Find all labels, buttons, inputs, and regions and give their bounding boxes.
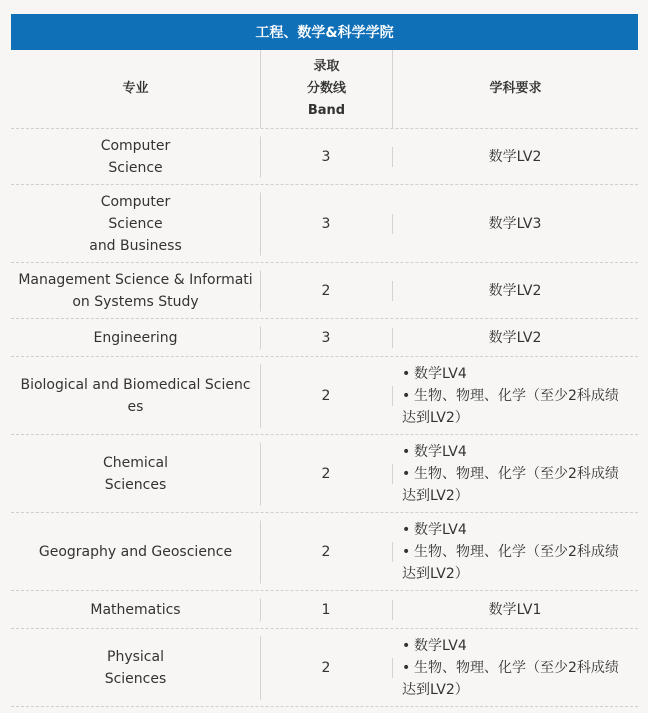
requirement-text: 数学LV4 (414, 443, 467, 460)
requirement-item (402, 363, 619, 385)
major-cell (11, 357, 260, 434)
header-band-line1: 录取 (313, 59, 340, 74)
requirement-text: 生物、物理、化学（至少2科成绩 达到LV2） (402, 659, 619, 698)
major-name: Computer Science (100, 137, 171, 176)
band-cell (260, 435, 392, 512)
major-cell (11, 629, 260, 706)
band-value: 2 (321, 543, 331, 560)
requirement-text: 数学LV4 (414, 365, 467, 382)
requirement-cell (392, 591, 638, 628)
major-name: Computer Science and Business (89, 193, 182, 254)
column-divider (260, 598, 261, 621)
table-title: 工程、数学&科学学院 (11, 14, 638, 50)
column-divider (392, 214, 393, 234)
requirement-list (402, 519, 619, 585)
major-name: Biological and Biomedical Scienc es (20, 376, 251, 415)
band-cell (260, 129, 392, 184)
requirement-item (402, 463, 619, 507)
requirement-cell (392, 435, 638, 512)
major-cell (11, 263, 260, 318)
bullet-icon: • (402, 637, 411, 654)
requirement-text: 数学LV2 (488, 148, 542, 165)
table-row (11, 129, 638, 185)
requirement-text: 数学LV3 (488, 215, 542, 232)
table-row (11, 629, 638, 707)
column-divider (392, 328, 393, 348)
bullet-icon: • (402, 521, 411, 538)
requirement-text: 数学LV2 (488, 329, 542, 346)
major-cell (11, 513, 260, 590)
requirement-list (402, 363, 619, 429)
requirement-item (402, 635, 619, 657)
column-divider (260, 326, 261, 349)
requirement-cell (392, 129, 638, 184)
major-cell (11, 591, 260, 628)
band-value: 2 (321, 282, 331, 299)
header-band (260, 50, 392, 128)
column-divider (260, 364, 261, 427)
column-divider (260, 520, 261, 583)
table-row (11, 591, 638, 629)
major-name: Physical Sciences (104, 648, 167, 687)
band-cell (260, 185, 392, 262)
table-header-row (11, 50, 638, 129)
major-cell (11, 185, 260, 262)
band-cell (260, 513, 392, 590)
requirement-text: 生物、物理、化学（至少2科成绩 达到LV2） (402, 543, 619, 582)
bullet-icon: • (402, 387, 411, 404)
column-divider (260, 136, 261, 177)
table-row (11, 319, 638, 357)
major-name: Management Science & Informati on Systems Study (18, 271, 253, 310)
major-cell (11, 435, 260, 512)
requirement-list (402, 635, 619, 701)
requirement-item (402, 657, 619, 701)
column-divider (392, 600, 393, 620)
header-requirement (392, 50, 638, 128)
requirement-item (402, 441, 619, 463)
table-body (11, 129, 638, 707)
requirement-text: 数学LV1 (488, 601, 542, 618)
bullet-icon: • (402, 365, 411, 382)
major-cell (11, 129, 260, 184)
requirement-cell (392, 629, 638, 706)
band-value: 3 (321, 148, 331, 165)
table-row (11, 357, 638, 435)
major-name: Chemical Sciences (103, 454, 168, 493)
band-cell (260, 629, 392, 706)
requirement-cell (392, 357, 638, 434)
bullet-icon: • (402, 543, 411, 560)
band-value: 3 (321, 215, 331, 232)
requirement-text: 生物、物理、化学（至少2科成绩 达到LV2） (402, 465, 619, 504)
requirement-cell (392, 319, 638, 356)
column-divider (260, 192, 261, 255)
column-divider (392, 147, 393, 167)
band-value: 2 (321, 387, 331, 404)
requirement-text: 数学LV2 (488, 282, 542, 299)
header-requirement-label: 学科要求 (489, 81, 542, 96)
requirement-item (402, 541, 619, 585)
requirement-item (402, 519, 619, 541)
table-row (11, 435, 638, 513)
requirement-cell (392, 513, 638, 590)
band-cell (260, 357, 392, 434)
band-cell (260, 319, 392, 356)
header-major-label: 专业 (122, 81, 149, 96)
band-value: 1 (321, 601, 331, 618)
major-name: Engineering (93, 329, 178, 346)
column-divider (260, 270, 261, 311)
column-divider (260, 636, 261, 699)
major-cell (11, 319, 260, 356)
column-divider (260, 442, 261, 505)
band-value: 2 (321, 465, 331, 482)
band-cell (260, 591, 392, 628)
band-value: 2 (321, 659, 331, 676)
column-divider (392, 281, 393, 301)
major-name: Geography and Geoscience (38, 543, 233, 560)
band-cell (260, 263, 392, 318)
table-row (11, 185, 638, 263)
requirement-cell (392, 263, 638, 318)
column-divider (392, 464, 393, 484)
column-divider (392, 542, 393, 562)
column-divider (392, 658, 393, 678)
bullet-icon: • (402, 659, 411, 676)
column-divider (392, 386, 393, 406)
header-major (11, 50, 260, 128)
major-name: Mathematics (90, 601, 181, 618)
table-row (11, 263, 638, 319)
header-band-label (307, 56, 346, 122)
table-row (11, 513, 638, 591)
bullet-icon: • (402, 465, 411, 482)
requirement-cell (392, 185, 638, 262)
admissions-table (11, 14, 638, 707)
requirement-text: 数学LV4 (414, 637, 467, 654)
requirement-list (402, 441, 619, 507)
requirement-item (402, 385, 619, 429)
requirement-text: 生物、物理、化学（至少2科成绩 达到LV2） (402, 387, 619, 426)
bullet-icon: • (402, 443, 411, 460)
header-band-line3: Band (307, 103, 346, 118)
header-band-line2: 分数线 (306, 81, 346, 96)
band-value: 3 (321, 329, 331, 346)
requirement-text: 数学LV4 (414, 521, 467, 538)
